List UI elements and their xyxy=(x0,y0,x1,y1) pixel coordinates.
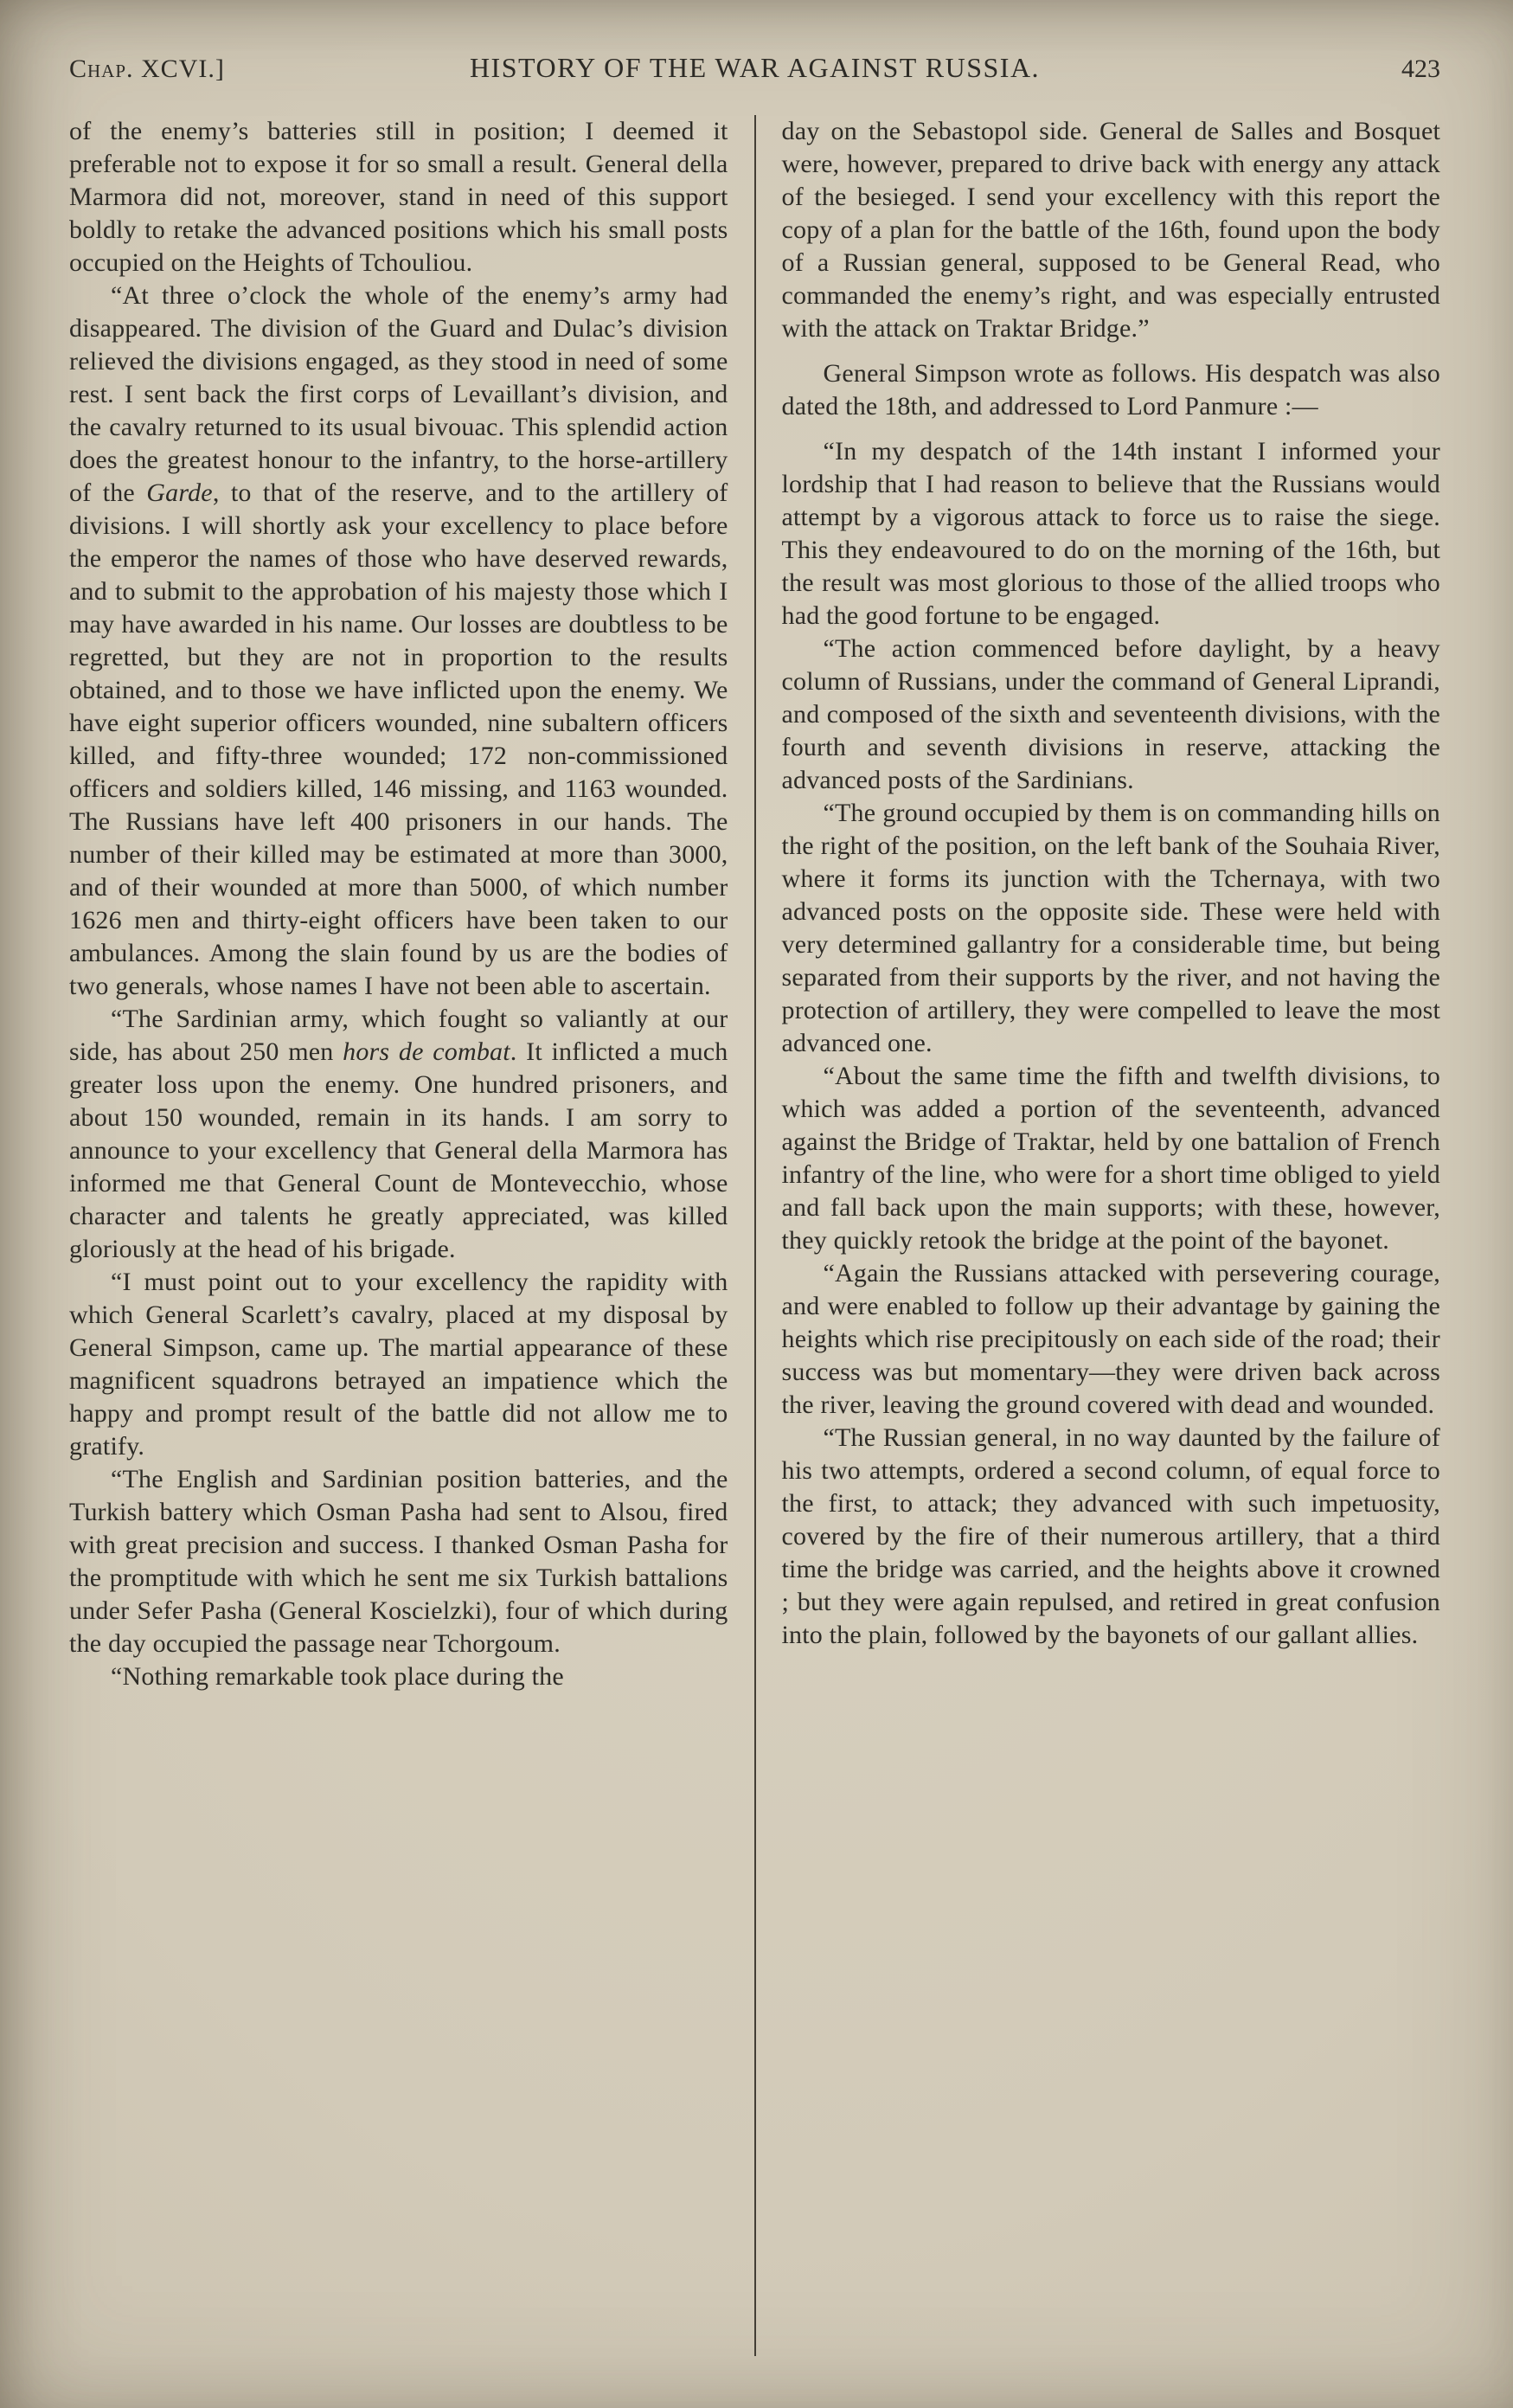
paragraph: “The Sardinian army, which fought so valiantly at our side, has about 250 men hors de combat. It inflicted a much greater loss upon the enemy. One hundred prisoners, and about 150 wounded, remain in its hands. I am sorry to announce to your excellency that General della Marmora has informed me that General Count de Montevecchio, whose character and talents he greatly appreciated, was killed gloriously at the head of his brigade. xyxy=(69,1005,728,1263)
paragraph: “In my despatch of the 14th instant I informed your lordship that I had reason to believe that the Russians would attempt by a vigorous attack to force us to raise the siege. This they endeavoured to do on the morning of the 16th, but the result was most glorious to those of the allied troops who had the good fortune to be engaged. xyxy=(781,437,1440,630)
page-number: 423 xyxy=(1401,55,1440,83)
chapter-label: Chap. XCVI.] xyxy=(69,55,225,83)
paragraph: day on the Sebastopol side. General de Salles and Bosquet were, however, prepared to drive back with energy any attack of the besieged. I send your excellency with this report the copy of a plan for the battle of the 16th, found upon the body of a Russian general, supposed to be General Read, who commanded the enemy’s right, and was especially entrusted with the attack on Traktar Bridge.” xyxy=(781,117,1440,343)
page-header xyxy=(69,52,1440,84)
paragraph: “The ground occupied by them is on commanding hills on the right of the position, on the left bank of the Souhaia River, where it forms its junction with the Tchernaya, with two advanced posts on the opposite side. These were held with very determined gallantry for a considerable time, but being separated from their supports by the river, and not having the protection of artillery, they were compelled to leave the most advanced one. xyxy=(781,799,1440,1057)
paragraph: “About the same time the fifth and twelfth divisions, to which was added a portion of the seventeenth, advanced against the Bridge of Traktar, held by one battalion of French infantry of the line, who were for a short time obliged to yield and fall back upon the main supports; with these, however, they quickly retook the bridge at the point of the bayonet. xyxy=(781,1062,1440,1255)
paragraph: “I must point out to your excellency the rapidity with which General Scarlett’s cavalry, placed at my disposal by General Simpson, came up. The martial appearance of these magnificent squadrons betrayed an impatience which the happy and prompt result of the battle did not allow me to gratify. xyxy=(69,1268,728,1461)
running-title: HISTORY OF THE WAR AGAINST RUSSIA. xyxy=(469,52,1041,83)
paragraph: General Simpson wrote as follows. His despatch was also dated the 18th, and addressed to Lord Panmure :— xyxy=(781,359,1440,421)
paragraph: of the enemy’s batteries still in position; I deemed it preferable not to expose it for so small a result. General della Marmora did not, moreover, stand in need of this support boldly to retake the advanced positions which his small posts occupied on the Heights of Tchouliou. xyxy=(69,117,728,277)
paragraph: “The action commenced before daylight, by a heavy column of Russians, under the command of General Liprandi, and composed of the sixth and seventeenth divisions, with the fourth and seventh divisions in reserve, attacking the advanced posts of the Sardinians. xyxy=(781,634,1440,794)
right-column xyxy=(756,115,1441,2356)
paragraph: “The English and Sardinian position batteries, and the Turkish battery which Osman Pasha had sent to Alsou, fired with great precision and success. I thanked Osman Pasha for the promptitude with which he sent me six Turkish battalions under Sefer Pasha (General Koscielzki), four of which during the day occupied the passage near Tchorgoum. xyxy=(69,1465,728,1658)
paragraph: “Again the Russians attacked with persevering courage, and were enabled to follow up their advantage by gaining the heights which rise precipitously on each side of the road; their success was but momentary—they were driven back across the river, leaving the ground covered with dead and wounded. xyxy=(781,1259,1440,1419)
text-columns xyxy=(69,115,1440,2356)
left-column xyxy=(69,115,754,2356)
paragraph: “Nothing remarkable took place during the xyxy=(111,1662,564,1691)
paragraph: “The Russian general, in no way daunted by the failure of his two attempts, ordered a second column, of equal force to the first, to attack; they advanced with such impetuosity, covered by the fire of their numerous artillery, that a third time the bridge was carried, and the heights above it crowned ; but they were again repulsed, and retired in great confusion into the plain, followed by the bayonets of our gallant allies. xyxy=(781,1423,1440,1649)
paragraph: “At three o’clock the whole of the enemy’s army had disappeared. The division of the Guard and Dulac’s division relieved the divisions engaged, as they stood in need of some rest. I sent back the first corps of Levaillant’s division, and the cavalry returned to its usual bivouac. This splendid action does the greatest honour to the infantry, to the horse-artillery of the Garde, to that of the reserve, and to the artillery of divisions. I will shortly ask your excellency to place before the emperor the names of those who have deserved rewards, and to submit to the approbation of his majesty those which I may have awarded in his name. Our losses are doubtless to be regretted, but they are not in proportion to the results obtained, and to those we have inflicted upon the enemy. We have eight superior officers wounded, nine subaltern officers killed, and fifty-three wounded; 172 non-commissioned officers and soldiers killed, 146 missing, and 1163 wounded. The Russians have left 400 prisoners in our hands. The number of their killed may be estimated at more than 3000, and of their wounded at more than 5000, of which number 1626 men and thirty-eight officers have been taken to our ambulances. Among the slain found by us are the bodies of two generals, whose names I have not been able to ascertain. xyxy=(69,281,728,1000)
